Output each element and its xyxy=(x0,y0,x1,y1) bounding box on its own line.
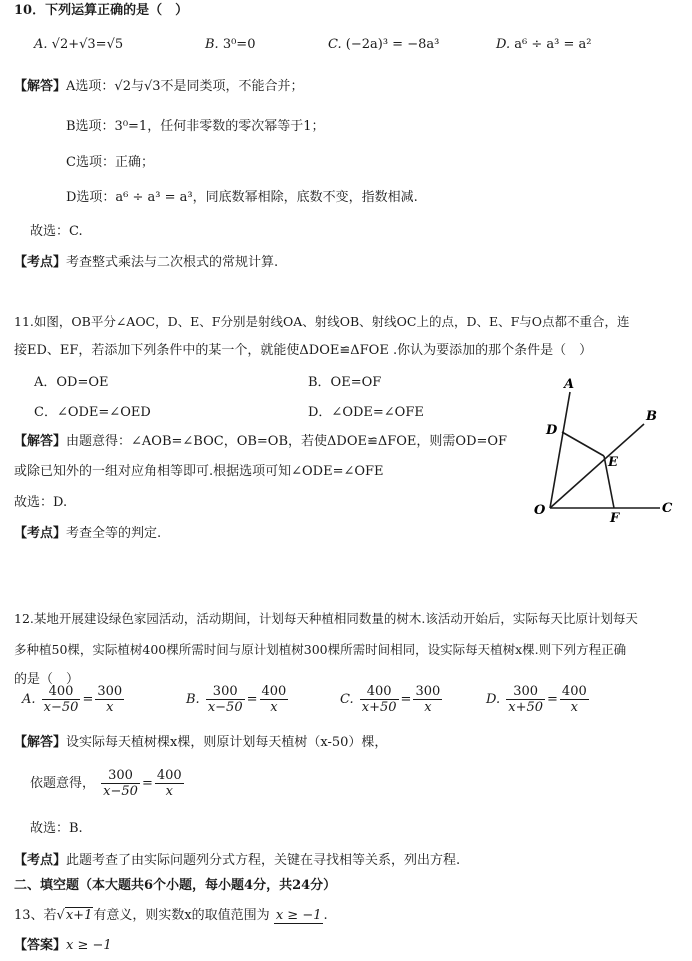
q12-option-a: A. $\frac{400}{x-50}$ = $\frac{300}{x}$ xyxy=(22,684,123,715)
q10-analysis-a: 【解答】A选项：√2与√3不是同类项，不能合并； xyxy=(14,79,304,94)
label-d: D xyxy=(546,423,558,438)
q10-option-a: A. √2+√3=√5 xyxy=(34,37,124,52)
q12-stem-line1: 12.某地开展建设绿色家园活动，活动期间，计划每天种植相同数量的树木.该活动开始后，实际每天比原计划每天 xyxy=(14,611,638,626)
q12-option-c: C. $\frac{400}{x+50}$ = $\frac{300}{x}$ xyxy=(340,684,441,715)
q11-choose: 故选：D. xyxy=(14,495,68,510)
q10-stem: 10．下列运算正确的是（ ） xyxy=(14,3,189,18)
q10-option-c: C. (−2a)³ = −8a³ xyxy=(328,37,440,52)
q12-choose: 故选：B. xyxy=(30,821,83,836)
q12-point: 【考点】此题考查了由实际问题列分式方程，关键在寻找相等关系，列出方程. xyxy=(14,853,461,868)
q11-option-d: D．∠ODE=∠OFE xyxy=(308,405,424,420)
q12-stem-line2: 多种植50棵，实际植树400棵所需时间与原计划植树300棵所需时间相同，设实际每天植树x棵.则下列方程正确 xyxy=(14,642,627,657)
section-title-fill-in: 二、填空题（本大题共6个小题，每小题4分，共24分） xyxy=(14,878,337,893)
q12-option-b: B. $\frac{300}{x-50}$ = $\frac{400}{x}$ xyxy=(186,684,287,715)
q11-option-b: B．OE=OF xyxy=(308,375,382,390)
label-a: A xyxy=(564,377,575,392)
q10-point: 【考点】考查整式乘法与二次根式的常规计算. xyxy=(14,255,279,270)
segment-de xyxy=(562,432,604,456)
q12-stem-line3: 的是（ ） xyxy=(14,672,80,687)
q13-answer: 【答案】x ≥ −1 xyxy=(14,938,112,953)
q11-analysis-line1: 【解答】由题意得：∠AOB=∠BOC，OB=OB，若使ΔDOE≌ΔFOE，则需OD=OF xyxy=(14,434,508,449)
q10-option-d: D. a⁶ ÷ a³ = a² xyxy=(496,37,592,52)
q11-stem-line2: 接ED、EF，若添加下列条件中的某一个，就能使ΔDOE≌ΔFOE .你认为要添加的那个条件是（ ） xyxy=(14,343,593,358)
q12-analysis: 【解答】设实际每天植树棵x棵，则原计划每天植树（x-50）棵， xyxy=(14,735,388,750)
q11-point: 【考点】考查全等的判定. xyxy=(14,526,162,541)
q13-stem: 13、若√x+1有意义，则实数x的取值范围为 x ≥ −1 . xyxy=(14,908,328,923)
q10-analysis-d: D选项：a⁶ ÷ a³ = a³，同底数幂相除，底数不变，指数相减. xyxy=(66,190,418,205)
q10-analysis-b: B选项：3⁰=1，任何非零数的零次幂等于1； xyxy=(66,119,325,134)
q11-geometry-figure xyxy=(520,372,690,522)
label-o: O xyxy=(534,503,546,518)
label-e: E xyxy=(608,455,618,470)
q12-option-d: D. $\frac{300}{x+50}$ = $\frac{400}{x}$ xyxy=(486,684,587,715)
label-f: F xyxy=(610,511,620,522)
q13-answer-blank: x ≥ −1 xyxy=(275,908,322,923)
ray-ob xyxy=(550,424,644,508)
q10-analysis-c: C选项：正确； xyxy=(66,155,154,170)
q12-equation: 依题意得， $\frac{300}{x-50}$ = $\frac{400}{x}$ xyxy=(30,768,182,799)
q11-option-a: A．OD=OE xyxy=(34,375,109,390)
q10-choose: 故选：C. xyxy=(30,224,83,239)
label-b: B xyxy=(646,409,657,424)
ray-oa xyxy=(550,392,570,508)
q10-option-b: B. 3⁰=0 xyxy=(205,37,256,52)
label-c: C xyxy=(662,501,673,516)
q11-analysis-line2: 或除已知外的一组对应角相等即可.根据选项可知∠ODE=∠OFE xyxy=(14,464,384,479)
q11-option-c: C．∠ODE=∠OED xyxy=(34,405,151,420)
q11-stem-line1: 11.如图，OB平分∠AOC，D、E、F分别是射线OA、射线OB、射线OC上的点，D、E、F与O点都不重合，连 xyxy=(14,314,630,329)
